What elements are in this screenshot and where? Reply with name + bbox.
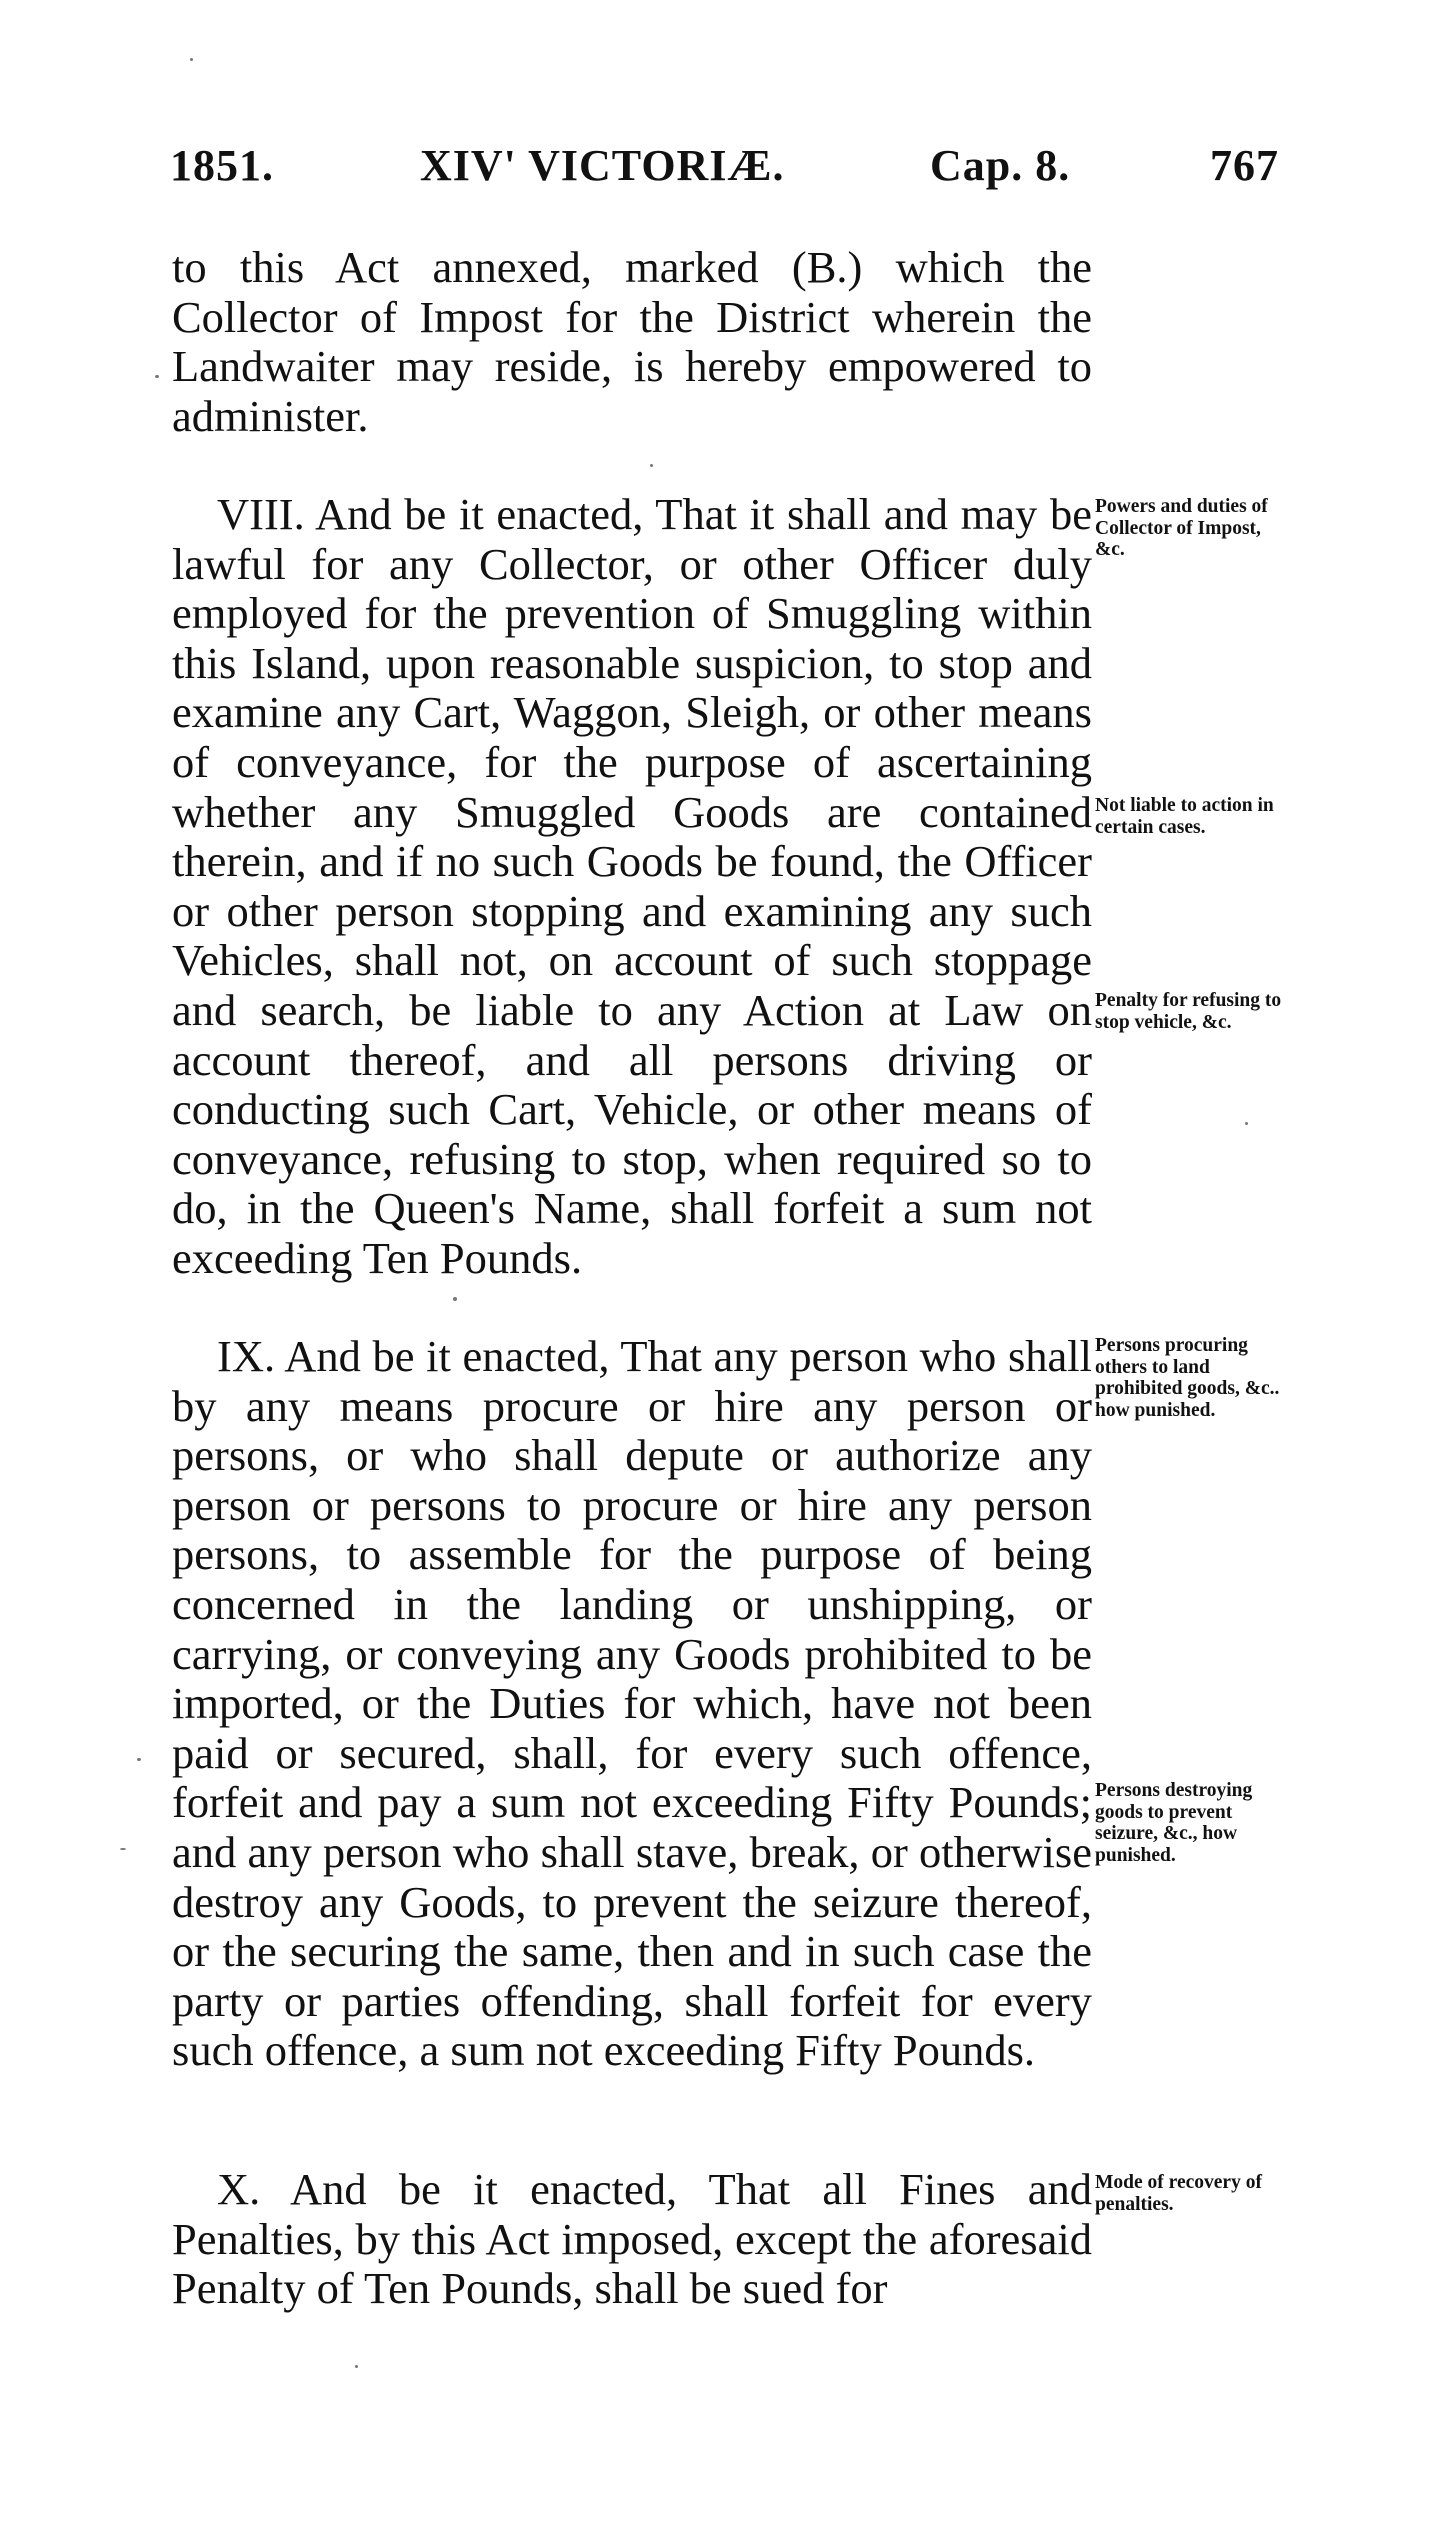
paragraph-section-ix: IX. And be it enacted, That any person who shall by any means procure or hire any person or persons, or who shall depute or authorize any person or persons to procure or hire any person persons, to assemble for the purpose of being concerned in the landing or unshipping, or carrying, or conveying any Goods prohibited to be imported, or the Duties for which, have not been paid or secured, shall, for every such offence, forfeit and pay a sum not exceeding Fifty Pounds; and any person who shall stave, break, or otherwise destroy any Goods, to prevent the seizure thereof, or the securing the same, then and in such case the party or parties offending, shall forfeit for every such offence, a sum not exceeding Fifty Pounds. — [172, 1331, 1092, 2076]
paper-speck — [137, 1758, 141, 1761]
margin-note-persons-destroying: Persons destroying goods to prevent seizure, &c., how punished. — [1095, 1780, 1253, 1866]
section-ix — [172, 1332, 1092, 2076]
header-title: XIV' VICTORIÆ. — [420, 141, 785, 190]
paper-speck — [155, 375, 159, 378]
margin-note-mode-recovery: Mode of recovery of penalties. — [1095, 2172, 1262, 2215]
margin-note-not-liable: Not liable to action in certain cases. — [1095, 795, 1274, 838]
paper-speck — [1245, 1122, 1248, 1125]
header-year: 1851. — [170, 141, 274, 190]
margin-note-persons-procuring: Persons procuring others to land prohibited goods, &c.. how punished. — [1095, 1335, 1280, 1421]
section-viii — [172, 490, 1092, 1284]
running-header — [170, 140, 1285, 200]
paragraph-intro: to this Act annexed, marked (B.) which the Collector of Impost for the District wherein the Landwaiter may reside, is hereby empowered to administer. — [172, 242, 1092, 441]
section-intro — [172, 243, 1092, 441]
paper-speck — [190, 58, 193, 61]
paper-speck — [453, 1297, 457, 1301]
paragraph-section-viii: VIII. And be it enacted, That it shall and may be lawful for any Collector, or other Officer duly employed for the prevention of Smuggling within this Island, upon reasonable suspicion, to stop and examine any Cart, Waggon, Sleigh, or other means of conveyance, for the purpose of ascertaining whether any Smuggled Goods are contained therein, and if no such Goods be found, the Officer or other person stopping and examining any such Vehicles, shall not, on account of such stoppage and search, be liable to any Action at Law on account thereof, and all persons driving or conducting such Cart, Vehicle, or other means of conveyance, refusing to stop, when required so to do, in the Queen's Name, shall forfeit a sum not exceeding Ten Pounds. — [172, 489, 1092, 1283]
paper-speck — [650, 464, 653, 467]
margin-note-penalty-refusing: Penalty for refusing to stop vehicle, &c. — [1095, 990, 1282, 1033]
margin-note-powers-duties: Powers and duties of Collector of Impost, &c. — [1095, 496, 1268, 560]
page-number: 767 — [1210, 141, 1279, 190]
paragraph-section-x: X. And be it enacted, That all Fines and Penalties, by this Act imposed, except the aforesaid Penalty of Ten Pounds, shall be sued for — [172, 2164, 1092, 2314]
section-x — [172, 2165, 1092, 2314]
paper-speck — [355, 2365, 358, 2368]
paper-speck — [120, 1848, 126, 1850]
header-chapter: Cap. 8. — [930, 141, 1071, 190]
